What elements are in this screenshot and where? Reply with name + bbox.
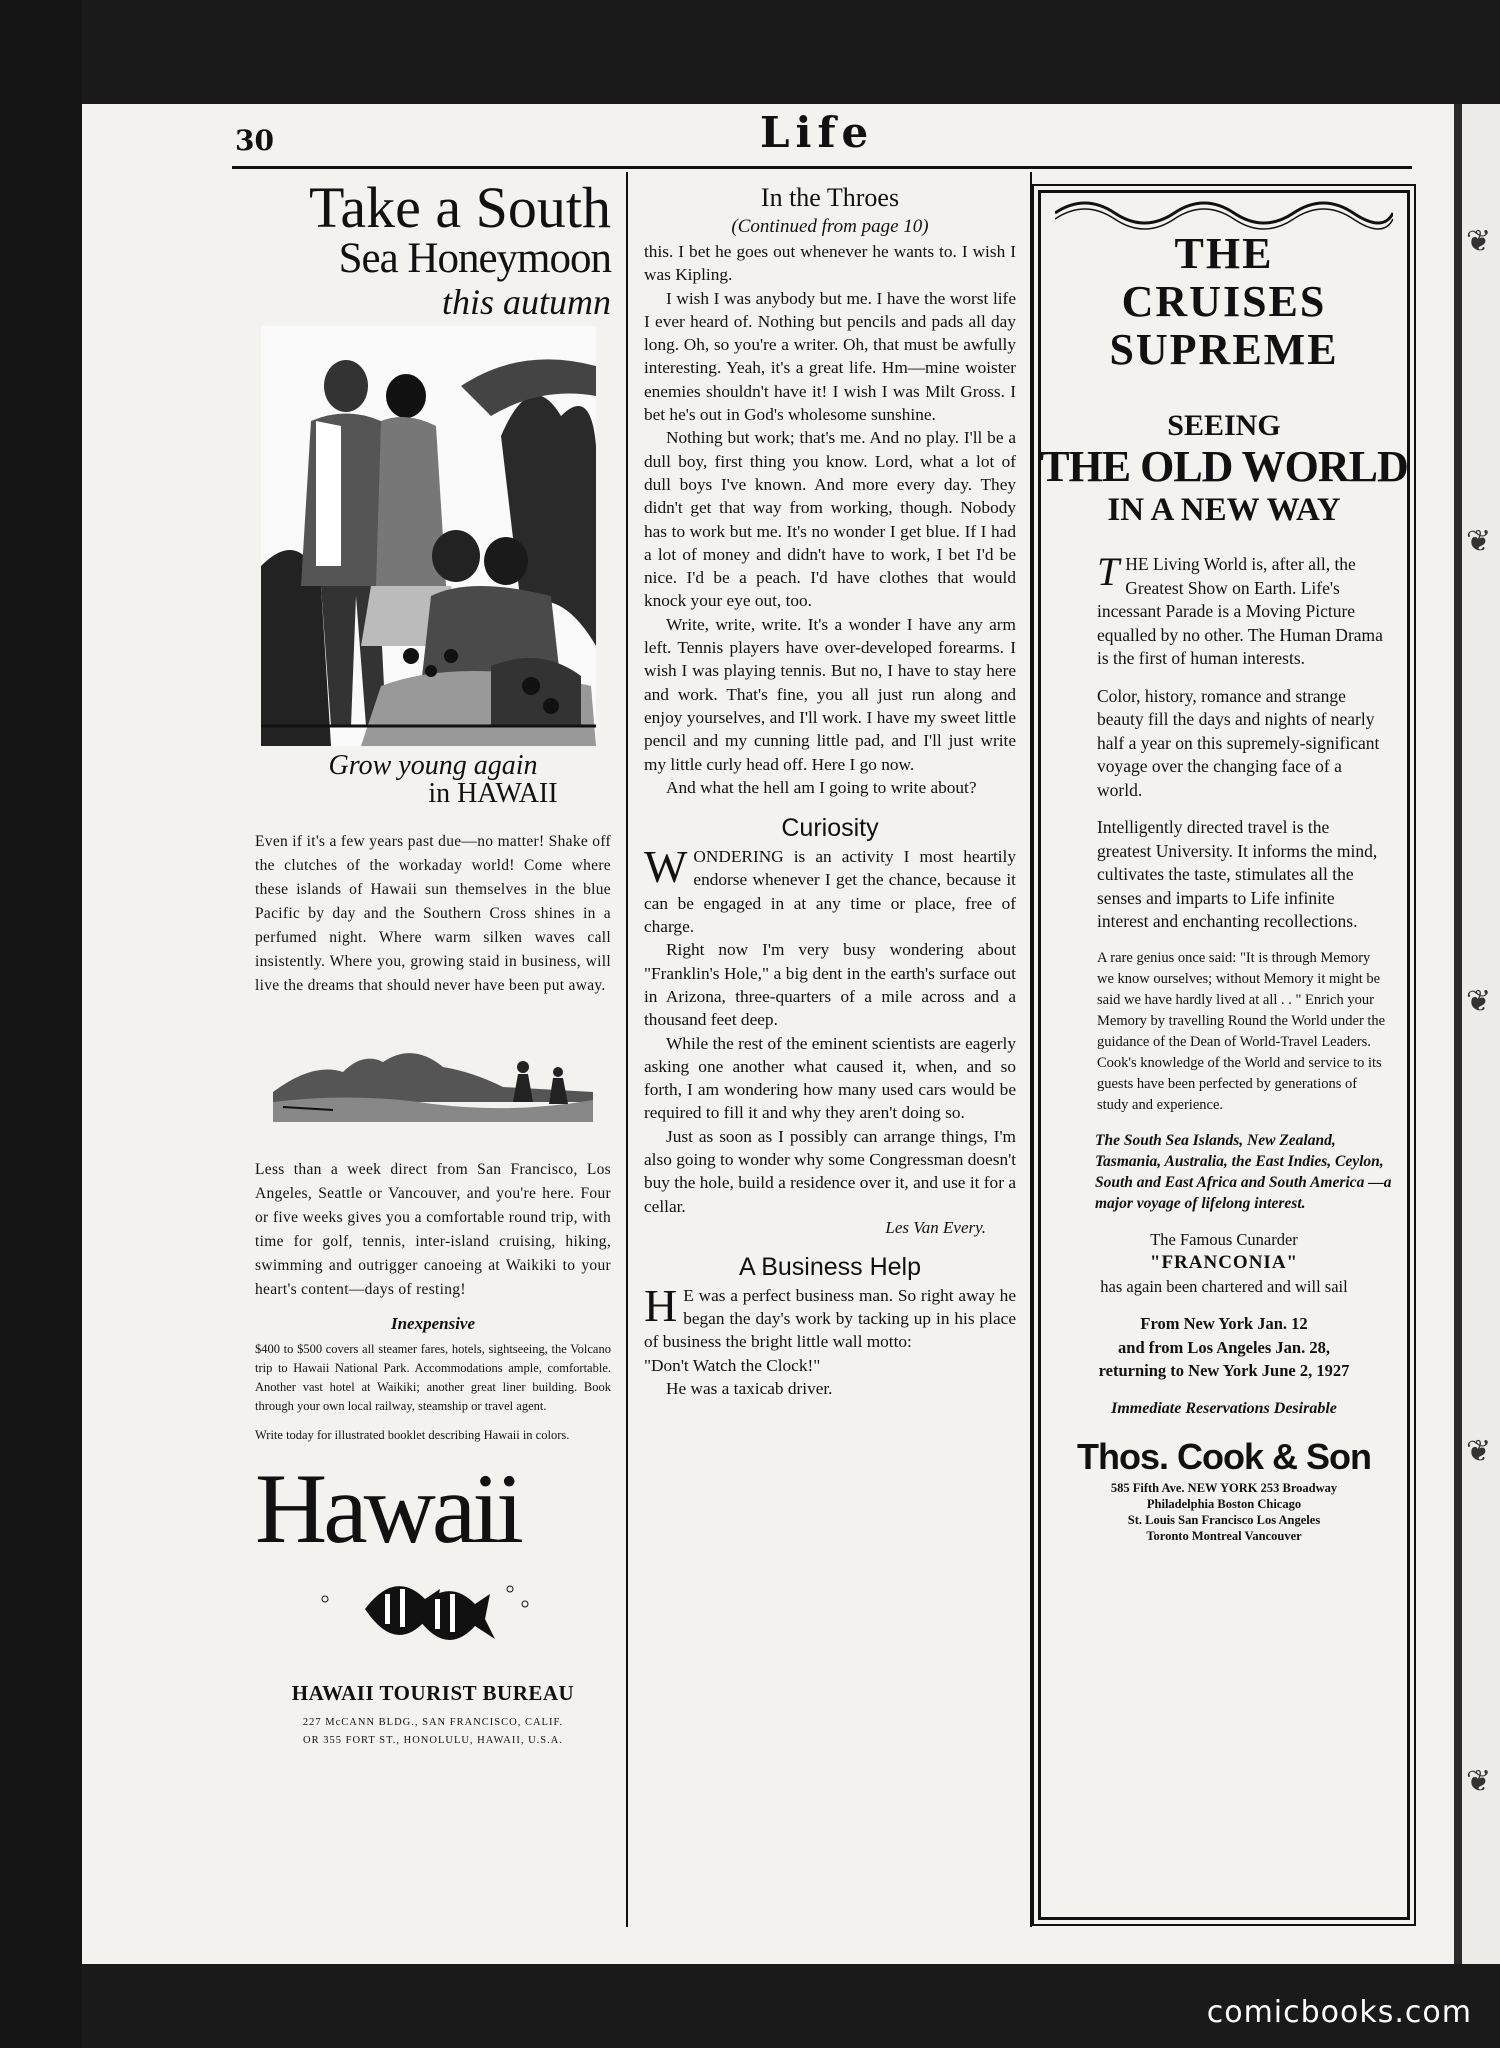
ad-sailing: returning to New York June 2, 1927 (1098, 1361, 1350, 1380)
honeymoon-illustration (261, 326, 596, 746)
hawaii-ad (255, 175, 611, 1750)
book-spine (1454, 104, 1462, 1964)
ornament-icon: ❦ (1466, 984, 1492, 1019)
column-divider (626, 172, 628, 1927)
business-paragraph (644, 1279, 1016, 1354)
tagline-line: Grow young again (328, 750, 538, 781)
hawaii-logo: Hawaii (255, 1453, 520, 1564)
business-title: A Business Help (738, 1252, 922, 1281)
business-punchline: He was a taxicab driver. (666, 1379, 833, 1399)
address-line: 227 McCANN BLDG., SAN FRANCISCO, CALIF. (302, 1717, 564, 1728)
hawaii-headline: Take a South (309, 175, 611, 240)
article-paragraph: this. I bet he goes out whenever he wants to. I wish I was Kipling. (644, 242, 1016, 285)
author-signature: Les Van Every. (885, 1217, 986, 1237)
ad-subtitle: SEEING (1167, 409, 1281, 442)
ad-offices: Toronto Montreal Vancouver (1146, 1529, 1302, 1543)
curiosity-paragraph (644, 841, 1016, 938)
article-paragraph: Write, write, write. It's a wonder I have any arm left. Tennis players have over-developed forearms. I wish I was playing tennis. But no, I have to stay here and work. That's fine, you all just run along and enjoy yourselves, and I'll work. I have my sweet little pencil and my cunning little pad, and I'll just write my little curly head off. Here I go now. (644, 614, 1016, 774)
header-rule (232, 166, 1412, 169)
site-watermark: comicbooks.com (1206, 1995, 1472, 2030)
editorial-column (644, 180, 1016, 1400)
hawaii-tagline (255, 752, 611, 808)
curiosity-text: ONDERING is an activity I most heartily endorse whenever I get the chance, because it can be engaged in at any time or place, free of charge. (644, 847, 1016, 937)
ad-company: Thos. Cook & Son (1077, 1436, 1371, 1477)
curiosity-paragraph: Right now I'm very busy wondering about "Franklin's Hole," a big dent in the earth's surface out in Arizona, three-quarters of a mile across and a thousand feet deep. (644, 940, 1016, 1030)
ad-chartered: has again been chartered and will sail (1100, 1276, 1348, 1296)
drop-cap: H (644, 1279, 678, 1331)
hawaii-body: Even if it's a few years past due—no matter! Shake off the clutches of the workaday world! Come where these islands of Hawaii sun themselves in the blue Pacific by day and the Southern Cross shines in a perfumed night. Where warm silken waves call insistently. Where you, growing staid in business, will live the dreams that should never have been put away. (255, 833, 611, 994)
ad-reservations: Immediate Reservations Desirable (1111, 1399, 1337, 1417)
ad-offices: St. Louis San Francisco Los Angeles (1127, 1513, 1321, 1527)
ornament-icon: ❦ (1466, 524, 1492, 559)
inexpensive-heading: Inexpensive (390, 1314, 476, 1333)
drop-cap: T (1097, 549, 1120, 594)
column-divider (1030, 172, 1032, 1927)
hawaii-headline: Sea Honeymoon (338, 235, 611, 282)
article-title: In the Throes (760, 183, 900, 212)
hawaii-write-today: Write today for illustrated booklet describing Hawaii in colors. (255, 1428, 570, 1442)
ornament-icon: ❦ (1466, 224, 1492, 259)
ad-destinations: The South Sea Islands, New Zealand, Tasmania, Australia, the East Indies, Ceylon, South and East Africa and South America —a major voyage of lifelong interest. (1095, 1131, 1392, 1212)
ad-subtitle: THE OLD WORLD (1040, 442, 1408, 491)
ad-text: HE Living World is, after all, the Greatest Show on Earth. Life's incessant Parade is a Moving Picture equalled by no other. The Human Drama is the first of human interests. (1097, 554, 1383, 668)
bureau-address (255, 1714, 611, 1750)
article-paragraph: I wish I was anybody but me. I have the worst life I ever heard of. Nothing but pencils and pads all day long. Oh, so you're a writer. Oh, that must be awfully interesting. Yeah, it's a great life. Hm—mine woister enemies shouldn't have it! I wish I was Milt Gross. I bet he's out in God's wholesome sunshine. (644, 288, 1016, 425)
cook-cruise-ad (1038, 190, 1410, 1920)
ad-sailing: and from Los Angeles Jan. 28, (1118, 1337, 1330, 1357)
article-paragraph: And what the hell am I going to write about? (666, 777, 977, 797)
curiosity-paragraph: While the rest of the eminent scientists are eagerly asking one another what caused it, when, and so forth, I am wondering how many used cars would be required to fill it and why they aren't doing so. (644, 1033, 1016, 1123)
hawaii-tourist-bureau: HAWAII TOURIST BUREAU (291, 1681, 575, 1705)
ad-ship-name: "FRANCONIA" (1149, 1252, 1299, 1273)
hawaii-fine-print: $400 to $500 covers all steamer fares, hotels, sightseeing, the Volcano trip to Hawaii National Park. Accommodations ample, comfortable. Another vast hotel at Waikiki; another great liner building. Book through your own local railway, steamship or travel agent. (255, 1342, 611, 1413)
ad-title: THE (1174, 229, 1274, 278)
continued-note: (Continued from page 10) (731, 216, 929, 237)
ad-paragraph: Intelligently directed travel is the greatest University. It informs the mind, cultivates the taste, stimulates all the senses and imparts to Life infinite interest and enchanting recollections. (1097, 817, 1378, 931)
ad-title: SUPREME (1109, 325, 1339, 374)
next-page-edge (1454, 104, 1500, 1964)
curiosity-title: Curiosity (781, 814, 879, 843)
drop-cap: W (644, 841, 688, 893)
tagline-line: in HAWAII (428, 778, 558, 809)
hawaii-body-2: Less than a week direct from San Francisco, Los Angeles, Seattle or Vancouver, and you're here. Four or five weeks gives you a comfortable round trip, with time for golf, tennis, inter-island cruising, hiking, swimming and outrigger canoeing at Waikiki to your heart's content—days of resting! (255, 1161, 611, 1298)
ad-offices: Philadelphia Boston Chicago (1146, 1497, 1302, 1511)
ad-cunarder: The Famous Cunarder (1150, 1229, 1298, 1249)
angelfish-icon (305, 1559, 565, 1659)
ad-subtitle: IN A NEW WAY (1107, 492, 1341, 528)
ad-title: CRUISES (1121, 277, 1327, 326)
ad-offices: 585 Fifth Ave. NEW YORK 253 Broadway (1110, 1481, 1338, 1495)
article-paragraph: Nothing but work; that's me. And no play. I'll be a dull boy, first thing you know. Lord, what a lot of dull boys I've known. And more every day. They didn't get that way from working, though. Nobody has to work but me. It's no wonder I get blue. If I had a lot of money and didn't have to work, I bet I'd be nice. I'd be a peach. I'd have clothes that would knock your eye out, too. (644, 428, 1016, 611)
wall-motto: "Don't Watch the Clock!" (644, 1355, 821, 1375)
page-number: 30 (235, 124, 274, 157)
ad-quote-paragraph: A rare genius once said: "It is through Memory we know ourselves; without Memory it might be said we have hardly lived at all . . " Enrich your Memory by travelling Round the World under the guidance of the Dean of World-Travel Leaders. Cook's knowledge of the World and service to its guests have been perfected by generations of study and experience. (1097, 949, 1386, 1113)
ornament-icon: ❦ (1466, 1764, 1492, 1799)
curiosity-paragraph: Just as soon as I possibly can arrange things, I'm also going to wonder why some Congressman doesn't buy the hole, build a residence over it, and use it for a cellar. (644, 1126, 1016, 1216)
beach-scene-illustration (273, 1032, 593, 1122)
ad-paragraph (1055, 549, 1393, 671)
ad-sailing: From New York Jan. 12 (1140, 1314, 1308, 1333)
business-text: E was a perfect business man. So right away he began the day's work by tacking up in his place of business the bright little wall motto: (644, 1285, 1016, 1352)
masthead: Life (760, 108, 875, 157)
scan-black-edge (0, 0, 82, 2048)
address-line: OR 355 FORT ST., HONOLULU, HAWAII, U.S.A. (303, 1735, 563, 1746)
ad-paragraph: Color, history, romance and strange beauty fill the days and nights of nearly half a year on this supremely-significant voyage over the changing face of a world. (1097, 685, 1380, 800)
hawaii-headline: this autumn (441, 282, 611, 322)
ornament-icon: ❦ (1466, 1434, 1492, 1469)
